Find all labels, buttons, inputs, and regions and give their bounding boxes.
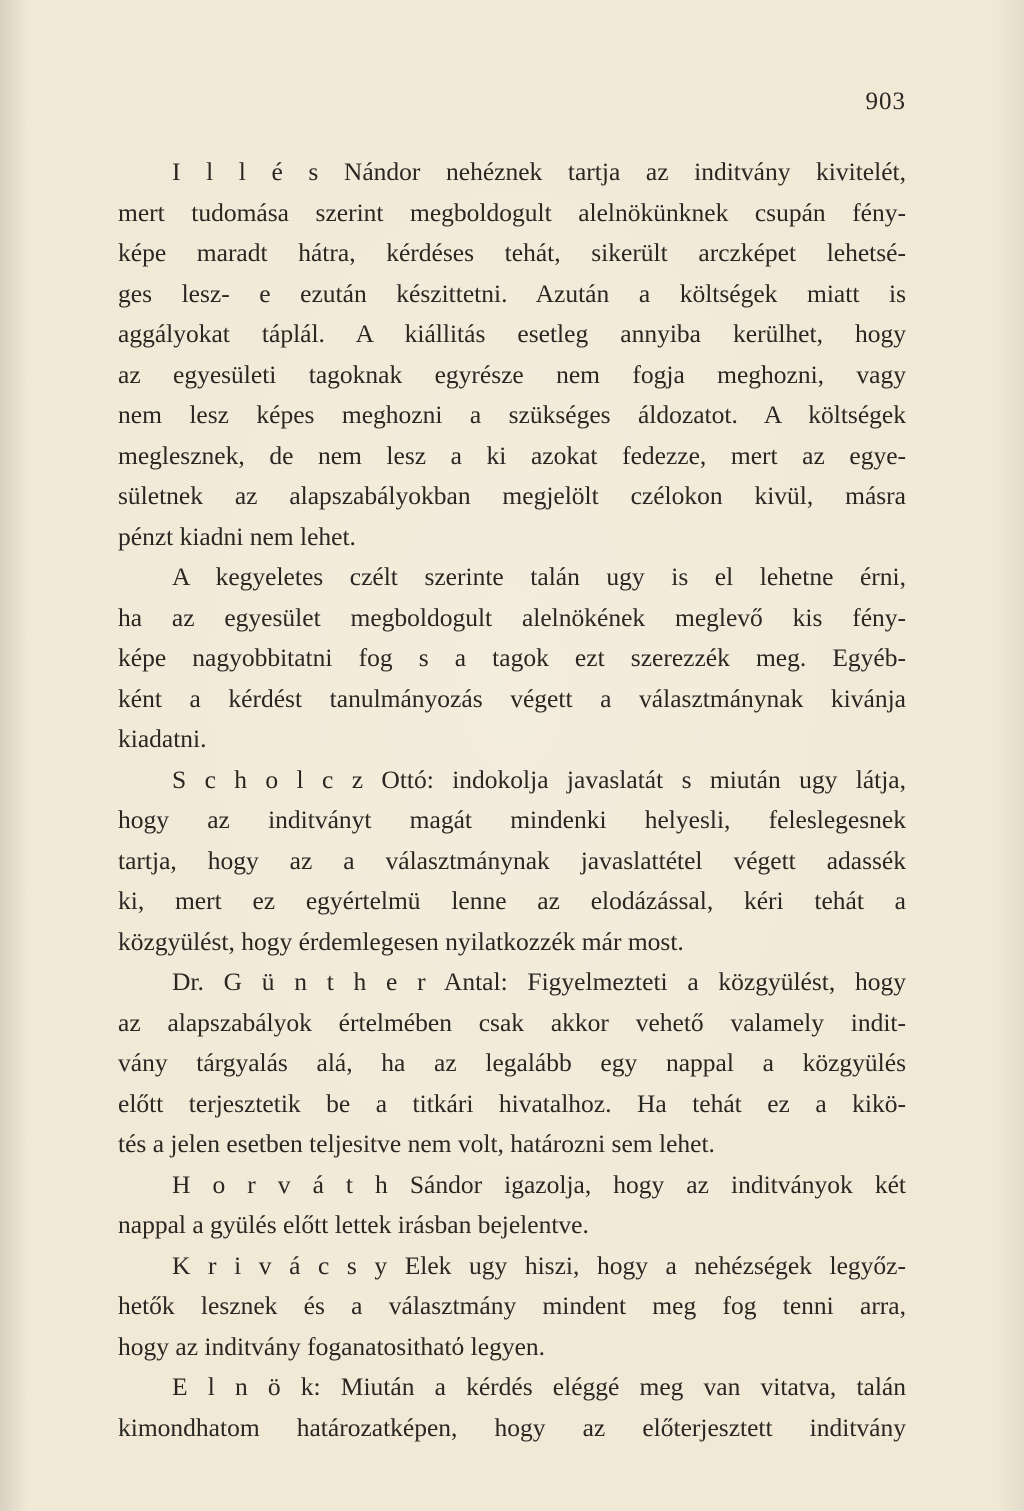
text-line: meglesznek, de nem lesz a ki azokat fedezze, mert az egye- [118,440,906,470]
text-line: nappal a gyülés előtt lettek irásban bejelentve. [118,1210,589,1239]
text-line: ha az egyesület megboldogult alelnökének meglevő kis fény- [118,602,906,632]
body-text [118,152,906,1448]
text-line: Dr. G ü n t h e r Antal: Figyelmezteti a közgyülést, hogy [172,967,906,996]
text-line: hetők lesznek és a választmány mindent meg fog tenni arra, [118,1291,906,1320]
page-number: 903 [865,88,906,115]
text-line: kiadatni. [118,724,207,753]
text-line: kimondhatom határozatképen, hogy az előterjesztett inditvány [118,1412,906,1442]
text-line: S c h o l c z Ottó: indokolja javaslatát s miután ugy látja, [172,764,906,794]
text-line: H o r v á t h Sándor igazolja, hogy az inditványok két [172,1169,906,1199]
text-line: nem lesz képes meghozni a szükséges áldozatot. A költségek [118,400,906,429]
text-line: tés a jelen esetben teljesitve nem volt, határozni sem lehet. [118,1129,715,1158]
text-line: az alapszabályok értelmében csak akkor vehető valamely indit- [118,1007,906,1037]
text-line: az egyesületi tagoknak egyrésze nem fogja meghozni, vagy [118,359,906,389]
text-line: előtt terjesztetik be a titkári hivatalhoz. Ha tehát ez a kikö- [118,1088,906,1118]
text-line: ként a kérdést tanulmányozás végett a választmánynak kivánja [118,683,906,713]
text-line: sületnek az alapszabályokban megjelölt czélokon kivül, másra [118,481,906,510]
text-line: E l n ö k: Miután a kérdés eléggé meg van vitatva, talán [172,1372,906,1401]
text-line: képe nagyobbitatni fog s a tagok ezt szerezzék meg. Egyéb- [118,643,906,672]
text-line: K r i v á c s y Elek ugy hiszi, hogy a nehézségek legyőz- [172,1250,906,1280]
text-line: mert tudomása szerint megboldogult alelnökünknek csupán fény- [118,197,906,227]
text-line: A kegyeletes czélt szerinte talán ugy is el lehetne érni, [172,562,906,591]
text-line: I l l é s Nándor nehéznek tartja az inditvány kivitelét, [172,157,906,186]
text-line: ki, mert ez egyértelmü lenne az elodázással, kéri tehát a [118,886,906,915]
text-line: vány tárgyalás alá, ha az legalább egy nappal a közgyülés [118,1048,906,1077]
text-line: hogy az inditvány foganatosithatό legyen. [118,1331,546,1361]
text-line: hogy az inditványt magát mindenki helyesli, feleslegesnek [118,805,906,834]
text-line: aggályokat táplál. A kiállitás esetleg annyiba kerülhet, hogy [118,319,906,348]
text-line: pénzt kiadni nem lehet. [118,521,356,551]
text-line: képe maradt hátra, kérdéses tehát, sikerült arczképet lehetsé- [118,238,906,267]
text-line: ges lesz- e ezután készittetni. Azután a költségek miatt is [118,278,906,308]
text-line: tartja, hogy az a választmánynak javaslattétel végett adassék [118,845,906,875]
text-line: közgyülést, hogy érdemlegesen nyilatkozzék már most. [118,926,684,956]
